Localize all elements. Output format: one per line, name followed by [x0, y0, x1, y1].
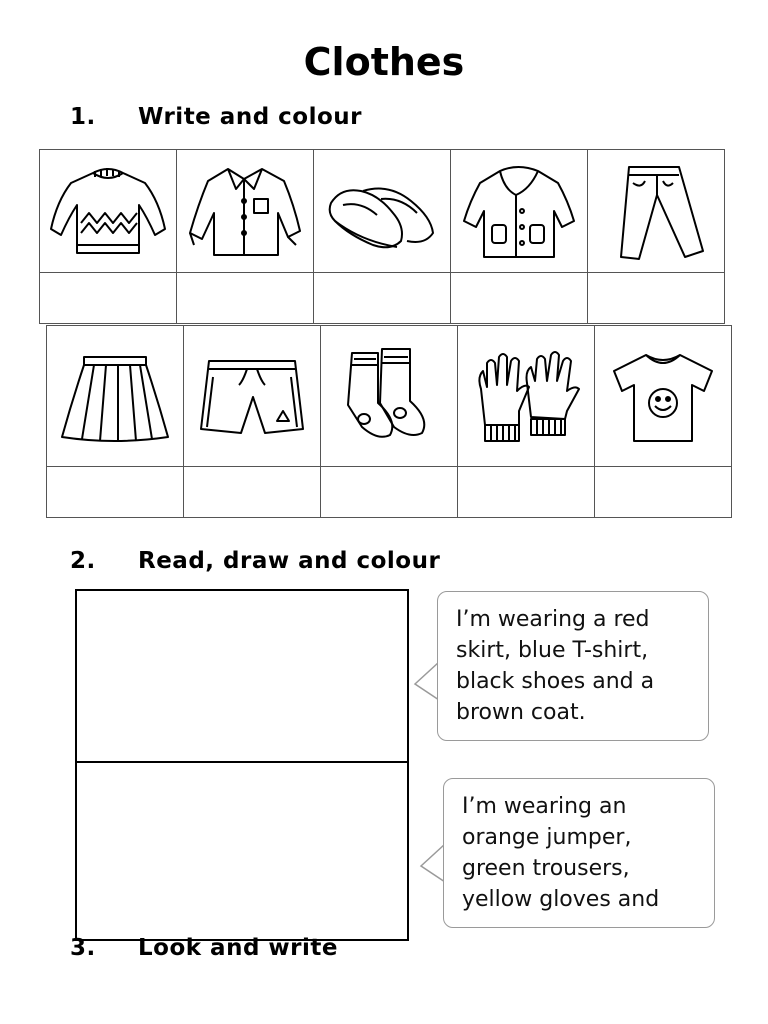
shirt-cell — [177, 150, 314, 273]
section-label: Write and colour — [138, 104, 362, 130]
answer-cell-coat[interactable] — [451, 273, 588, 324]
answer-cell-gloves[interactable] — [458, 467, 595, 518]
socks-icon — [328, 341, 450, 451]
speech-bubble-1 — [437, 591, 709, 741]
answer-cell-shirt[interactable] — [177, 273, 314, 324]
bubble-line: yellow gloves and — [462, 887, 660, 912]
answer-cell-jumper[interactable] — [40, 273, 177, 324]
shorts-icon — [191, 341, 313, 451]
section-number: 3. — [70, 935, 96, 961]
speech-bubble-2 — [443, 778, 715, 928]
section-1-heading — [70, 104, 362, 130]
answer-cell-shoes[interactable] — [314, 273, 451, 324]
answer-cell-t-shirt[interactable] — [595, 467, 732, 518]
shoes-cell — [314, 150, 451, 273]
gloves-icon — [465, 341, 587, 451]
drawing-box-2[interactable] — [75, 761, 409, 941]
t-shirt-cell — [595, 326, 732, 467]
bubble-line: green trousers, — [462, 856, 630, 881]
jumper-icon — [47, 161, 169, 261]
section-label: Look and write — [138, 935, 338, 961]
answer-cell-shorts[interactable] — [184, 467, 321, 518]
section-2-heading — [70, 548, 440, 574]
shorts-cell — [184, 326, 321, 467]
section-number: 1. — [70, 104, 96, 130]
drawing-box-1[interactable] — [75, 589, 409, 763]
answer-cell-skirt[interactable] — [47, 467, 184, 518]
socks-cell — [321, 326, 458, 467]
bubble-line: orange jumper, — [462, 825, 632, 850]
bubble-line: I’m wearing a red — [456, 607, 650, 632]
bubble-line: I’m wearing an — [462, 794, 627, 819]
trousers-icon — [595, 161, 717, 261]
clothes-table-row-1 — [39, 149, 725, 324]
section-label: Read, draw and colour — [138, 548, 441, 574]
bubble-line: black shoes and a — [456, 669, 655, 694]
coat-icon — [458, 161, 580, 261]
section-3-heading — [70, 935, 338, 961]
bubble-line: skirt, blue T-shirt, — [456, 638, 649, 663]
shirt-icon — [184, 161, 306, 261]
answer-cell-trousers[interactable] — [588, 273, 725, 324]
skirt-cell — [47, 326, 184, 467]
trousers-cell — [588, 150, 725, 273]
bubble-line: brown coat. — [456, 700, 586, 725]
skirt-icon — [54, 341, 176, 451]
jumper-cell — [40, 150, 177, 273]
page-title: Clothes — [303, 40, 465, 84]
gloves-cell — [458, 326, 595, 467]
coat-cell — [451, 150, 588, 273]
section-number: 2. — [70, 548, 96, 574]
shoes-icon — [321, 161, 443, 261]
t-shirt-icon — [602, 341, 724, 451]
answer-cell-socks[interactable] — [321, 467, 458, 518]
clothes-table-row-2 — [46, 325, 732, 518]
